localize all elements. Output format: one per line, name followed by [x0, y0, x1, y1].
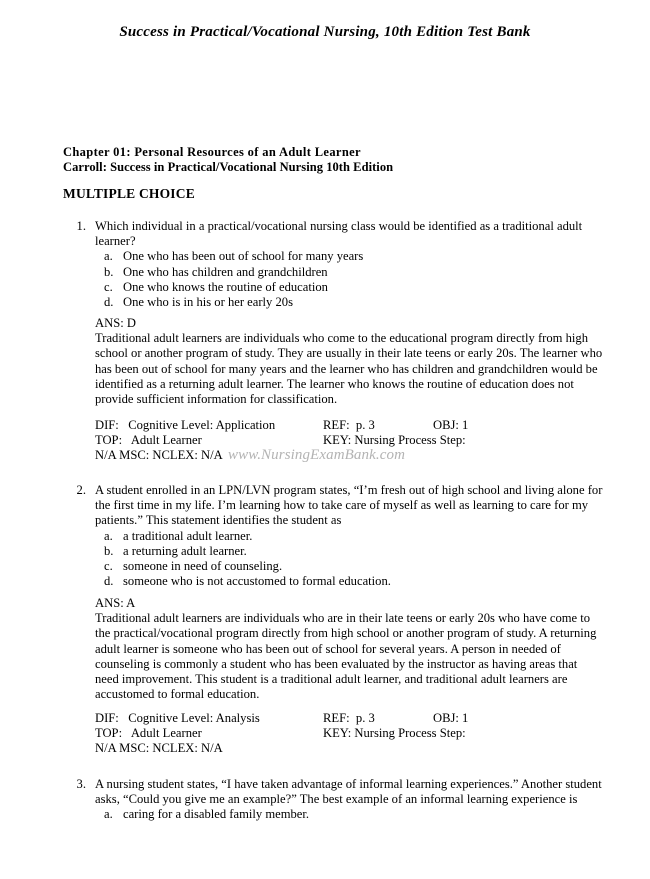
option-letter: a. [104, 249, 113, 264]
metadata-obj: OBJ: 1 [433, 711, 469, 725]
option-text: One who has children and grandchildren [123, 264, 328, 279]
option-text: One who has been out of school for many years [123, 249, 364, 264]
option-letter: b. [104, 543, 114, 558]
option-text: someone in need of counseling. [123, 559, 283, 574]
option-text: caring for a disabled family member. [123, 807, 310, 822]
option-text: One who knows the routine of education [123, 279, 328, 294]
option-item[interactable] [104, 280, 603, 295]
question-stem: A nursing student states, “I have taken advantage of informal learning experiences.” Another student asks, “Could you give me an example?” The best example of an informal learning experience is [95, 777, 602, 807]
option-item[interactable] [104, 807, 603, 822]
chapter-heading [63, 145, 393, 175]
question-item [63, 219, 603, 310]
metadata-top: TOP: Adult Learner [95, 433, 202, 448]
metadata-msc: N/A MSC: NCLEX: N/A [95, 741, 223, 756]
chapter-source: Carroll: Success in Practical/Vocational Nursing 10th Edition [63, 160, 394, 174]
option-letter: a. [104, 528, 113, 543]
metadata-key: KEY: Nursing Process Step: [323, 433, 466, 448]
question-number: 2. [76, 483, 86, 497]
site-watermark: www.NursingExamBank.com [228, 447, 406, 463]
option-letter: d. [104, 295, 114, 310]
question-item [63, 483, 603, 589]
option-text: a returning adult learner. [123, 543, 247, 558]
answer-rationale: Traditional adult learners are individuals who are in their late teens or early 20s who have come to the practical/vocational program directly from high school or another program of study. A returning adult learner is someone who has been out of school for several years. A person in needed of counseling is commonly a student who has been evaluated by the instructor as having areas that need improvement. This student is a traditional adult learner, and traditional adult learners are accustomed to formal education. [95, 611, 597, 702]
metadata-ref: REF: p. 3 [323, 711, 375, 725]
metadata-key: KEY: Nursing Process Step: [323, 726, 466, 741]
question-item [63, 777, 603, 823]
answer-block [95, 316, 603, 407]
section-heading-multiple-choice: MULTIPLE CHOICE [63, 186, 195, 201]
option-text: someone who is not accustomed to formal education. [123, 574, 391, 589]
option-letter: c. [104, 279, 113, 294]
question-number: 1. [76, 219, 86, 233]
answer-rationale: Traditional adult learners are individuals who come to the educational program directly from high school or another program of study. They are usually in their late teens or early 20s. The learner who has been out of school for many years and the learner who has children and grandchildren would be identified as a returning adult learner. The learner who knows the routine of education does not provide sufficient information for classification. [95, 331, 603, 407]
option-item[interactable] [104, 249, 603, 264]
question-stem: A student enrolled in an LPN/LVN program states, “I’m fresh out of high school and living alone for the first time in my life. I’m learning how to take care of myself as well as learning to care for my patients.” This statement identifies the student as [95, 483, 603, 528]
option-letter: d. [104, 574, 114, 589]
metadata-dif: DIF: Cognitive Level: Analysis [95, 711, 260, 725]
running-header: Success in Practical/Vocational Nursing, 10th Edition Test Bank [119, 24, 531, 40]
option-text: One who is in his or her early 20s [123, 295, 293, 310]
answer-label: ANS: D [95, 316, 136, 330]
question-metadata [95, 711, 555, 756]
option-letter: c. [104, 559, 113, 574]
option-list [63, 529, 603, 590]
metadata-top: TOP: Adult Learner [95, 726, 202, 741]
answer-label: ANS: A [95, 596, 136, 610]
metadata-obj: OBJ: 1 [433, 418, 469, 432]
metadata-dif: DIF: Cognitive Level: Application [95, 418, 276, 432]
option-list [63, 249, 603, 310]
option-list [63, 807, 603, 822]
answer-block [95, 596, 603, 702]
option-letter: b. [104, 264, 114, 279]
option-item[interactable] [104, 574, 603, 589]
metadata-msc: N/A MSC: NCLEX: N/A [95, 448, 223, 463]
option-item[interactable] [104, 559, 603, 574]
option-letter: a. [104, 807, 113, 822]
option-item[interactable] [104, 529, 603, 544]
option-item[interactable] [104, 544, 603, 559]
option-item[interactable] [104, 265, 603, 280]
question-number: 3. [76, 777, 86, 791]
chapter-title: Chapter 01: Personal Resources of an Adult Learner [63, 145, 361, 159]
metadata-ref: REF: p. 3 [323, 418, 375, 432]
question-stem: Which individual in a practical/vocational nursing class would be identified as a traditional adult learner? [95, 219, 583, 249]
option-text: a traditional adult learner. [123, 528, 253, 543]
option-item[interactable] [104, 295, 603, 310]
